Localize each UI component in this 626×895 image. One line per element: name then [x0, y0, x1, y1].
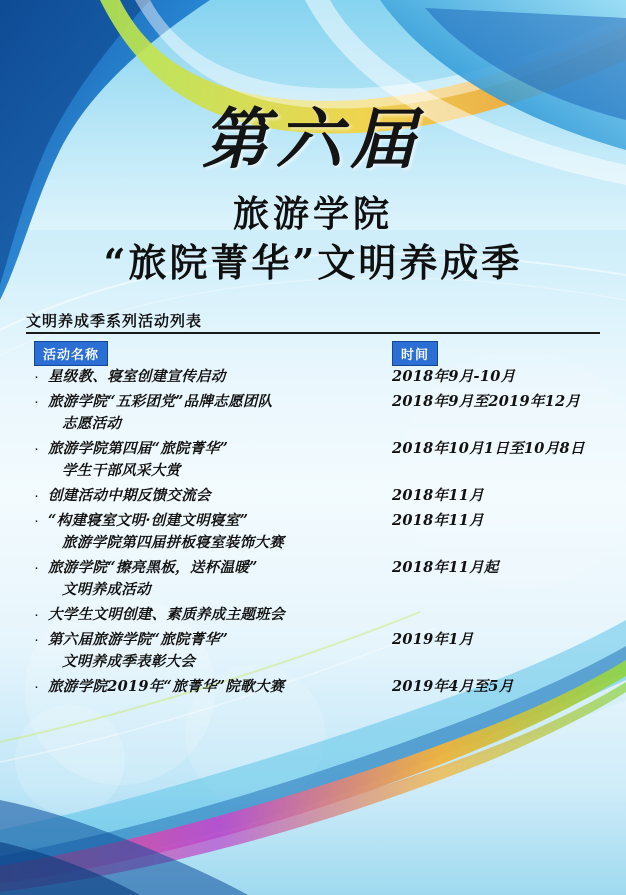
activity-time: 2018年9月-10月: [392, 368, 516, 385]
section-divider: [26, 332, 600, 334]
activity-time: 2018年10月1日至10月8日: [392, 440, 585, 457]
activity-name: 旅游学院“擦亮黑板，送杯温暖” 文明养成活动: [48, 559, 258, 598]
poster-title-sub1: 旅游学院: [232, 193, 393, 235]
poster-title-sub2: “旅院菁华”文明养成季: [103, 240, 523, 285]
activity-list: [34, 366, 604, 701]
activity-name: 星级教、寝室创建宣传启动: [48, 368, 226, 385]
bullet-icon: ·: [34, 559, 39, 576]
list-item: [34, 485, 604, 507]
section-label: 文明养成季系列活动列表: [26, 312, 203, 330]
activity-name: 第六届旅游学院“旅院菁华” 文明养成季表彰大会: [48, 631, 229, 670]
activity-name: 大学生文明创建、素质养成主题班会: [48, 606, 285, 623]
activity-time: 2018年11月起: [392, 559, 499, 576]
list-item: [34, 604, 604, 626]
poster-title-main: 第六届: [202, 100, 424, 178]
bullet-icon: ·: [34, 631, 39, 648]
bullet-icon: ·: [34, 678, 39, 695]
activity-time: 2019年1月: [392, 631, 474, 648]
list-item: [34, 510, 604, 554]
bullet-icon: ·: [34, 487, 39, 504]
column-header-name: 活动名称: [34, 341, 108, 366]
activity-name: 创建活动中期反馈交流会: [48, 487, 211, 504]
bullet-icon: ·: [34, 606, 39, 623]
list-item: [34, 366, 604, 388]
activity-time: 2018年11月: [392, 512, 484, 529]
list-item: [34, 676, 604, 698]
activity-time: 2018年11月: [392, 487, 484, 504]
bullet-icon: ·: [34, 512, 39, 529]
activity-name: “构建寝室文明·创建文明寝室” 旅游学院第四届拼板寝室装饰大赛: [48, 512, 284, 551]
activity-name: 旅游学院“五彩团党”品牌志愿团队 志愿活动: [48, 393, 273, 432]
list-item: [34, 438, 604, 482]
list-item: [34, 629, 604, 673]
activity-name: 旅游学院第四届“旅院菁华” 学生干部风采大赏: [48, 440, 229, 479]
list-item: [34, 391, 604, 435]
bullet-icon: ·: [34, 440, 39, 457]
list-item: [34, 557, 604, 601]
activity-time: 2018年9月至2019年12月: [392, 393, 581, 410]
activity-name: 旅游学院2019年“旅菁华”院歌大赛: [48, 678, 285, 695]
bullet-icon: ·: [34, 368, 39, 385]
column-header-time: 时间: [392, 341, 438, 366]
activity-time: 2019年4月至5月: [392, 678, 514, 695]
bullet-icon: ·: [34, 393, 39, 410]
